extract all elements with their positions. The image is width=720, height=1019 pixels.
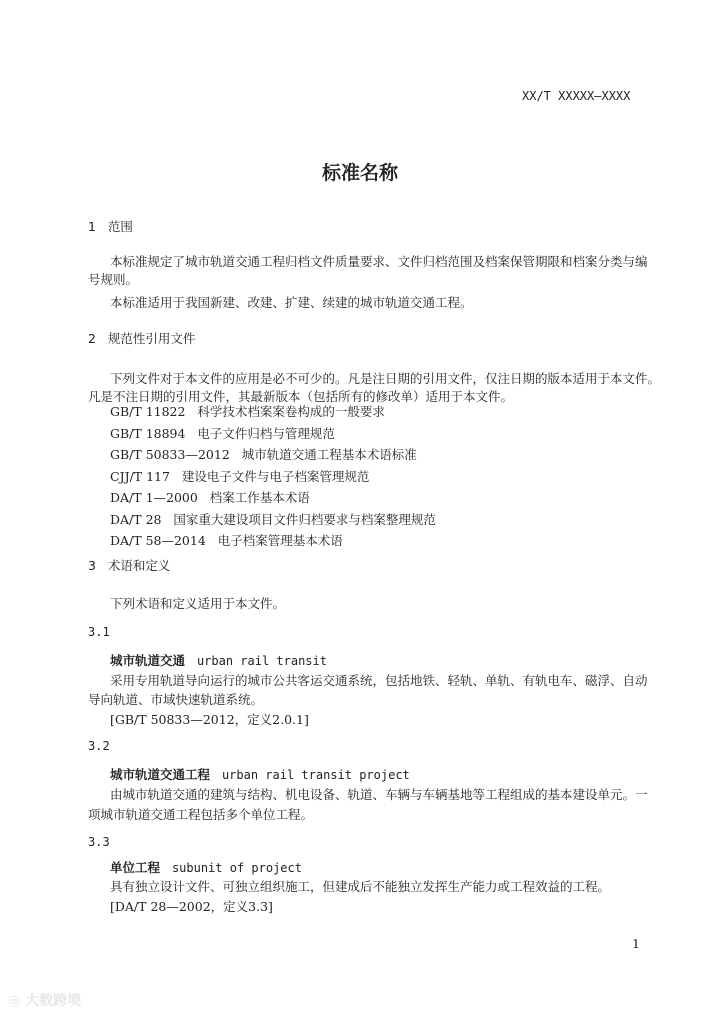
term-zh: 城市轨道交通 (110, 653, 186, 668)
definition: 项城市轨道交通工程包括多个单位工程。 (88, 807, 314, 822)
section-heading (88, 219, 133, 235)
reference-code: DA/T 1—2000 (110, 490, 198, 505)
source: [GB/T 50833—2012，定义2.0.1] (110, 712, 309, 727)
term-en: urban rail transit (196, 654, 327, 668)
term-number: 3.3 (88, 835, 110, 849)
section-number: 2 (88, 331, 96, 346)
term-number: 3.1 (88, 625, 110, 639)
page-number: 1 (632, 936, 640, 951)
section-heading (88, 558, 170, 574)
reference-title: 建设电子文件与电子档案管理规范 (181, 468, 370, 484)
watermark-text: 大数跨境 (25, 993, 82, 1009)
paragraph: 凡是不注日期的引用文件，其最新版本（包括所有的修改单）适用于本文件。 (88, 389, 514, 404)
term-heading (110, 653, 327, 669)
definition: 采用专用轨道导向运行的城市公共客运交通系统，包括地铁、轻轨、单轨、有轨电车、磁浮、自动 (110, 673, 648, 688)
term-zh: 城市轨道交通工程 (110, 767, 211, 782)
term-number: 3.2 (88, 739, 110, 753)
reference-code: GB/T 11822 (110, 404, 186, 419)
definition: 由城市轨道交通的建筑与结构、机电设备、轨道、车辆与车辆基地等工程组成的基本建设单元。一 (110, 787, 648, 802)
reference-code: GB/T 18894 (110, 425, 186, 441)
definition: 导向轨道、市域快速轨道系统。 (88, 692, 264, 707)
reference-title: 国家重大建设项目文件归档要求与档案整理规范 (173, 511, 436, 527)
section-title: 范围 (107, 219, 133, 234)
reference-title: 科学技术档案案卷构成的一般要求 (197, 404, 385, 419)
section-number: 1 (88, 219, 96, 234)
paragraph: 下列文件对于本文件的应用是必不可少的。凡是注日期的引用文件，仅注日期的版本适用于本文件。 (110, 371, 661, 386)
paragraph: 号规则。 (88, 272, 139, 287)
reference-item (110, 404, 385, 420)
reference-title: 电子档案管理基本术语 (217, 533, 343, 548)
reference-title: 电子文件归档与管理规范 (197, 425, 335, 441)
term-heading (110, 767, 410, 783)
reference-item (110, 426, 335, 442)
paragraph: 本标准适用于我国新建、改建、扩建、续建的城市轨道交通工程。 (110, 295, 473, 310)
reference-item (110, 469, 369, 485)
reference-item (110, 512, 436, 528)
section-title: 规范性引用文件 (107, 331, 196, 346)
reference-code: DA/T 58—2014 (110, 533, 206, 548)
reference-title: 档案工作基本术语 (209, 490, 310, 505)
reference-item (110, 490, 310, 506)
watermark-logo: ◎ 大数跨境 (8, 993, 82, 1009)
term-zh: 单位工程 (110, 860, 161, 875)
paragraph: 本标准规定了城市轨道交通工程归档文件质量要求、文件归档范围及档案保管期限和档案分类与编 (110, 254, 648, 269)
page-title: 标准名称 (321, 162, 398, 184)
reference-item (110, 447, 417, 463)
reference-title: 城市轨道交通工程基本术语标准 (241, 447, 417, 462)
paragraph: 下列术语和定义适用于本文件。 (110, 596, 286, 611)
term-en: urban rail transit project (221, 768, 410, 782)
reference-code: GB/T 50833—2012 (110, 447, 230, 462)
section-number: 3 (88, 558, 96, 573)
term-en: subunit of project (171, 861, 302, 875)
reference-code: DA/T 28 (110, 511, 162, 527)
definition: 具有独立设计文件、可独立组织施工，但建成后不能独立发挥生产能力或工程效益的工程。 (110, 879, 611, 894)
section-title: 术语和定义 (107, 558, 171, 573)
term-heading (110, 860, 302, 876)
reference-code: CJJ/T 117 (110, 468, 170, 484)
section-heading (88, 331, 195, 347)
source: [DA/T 28—2002，定义3.3] (110, 899, 273, 914)
standard-code: XX/T XXXXX—XXXX (522, 89, 631, 103)
reference-item (110, 533, 343, 549)
